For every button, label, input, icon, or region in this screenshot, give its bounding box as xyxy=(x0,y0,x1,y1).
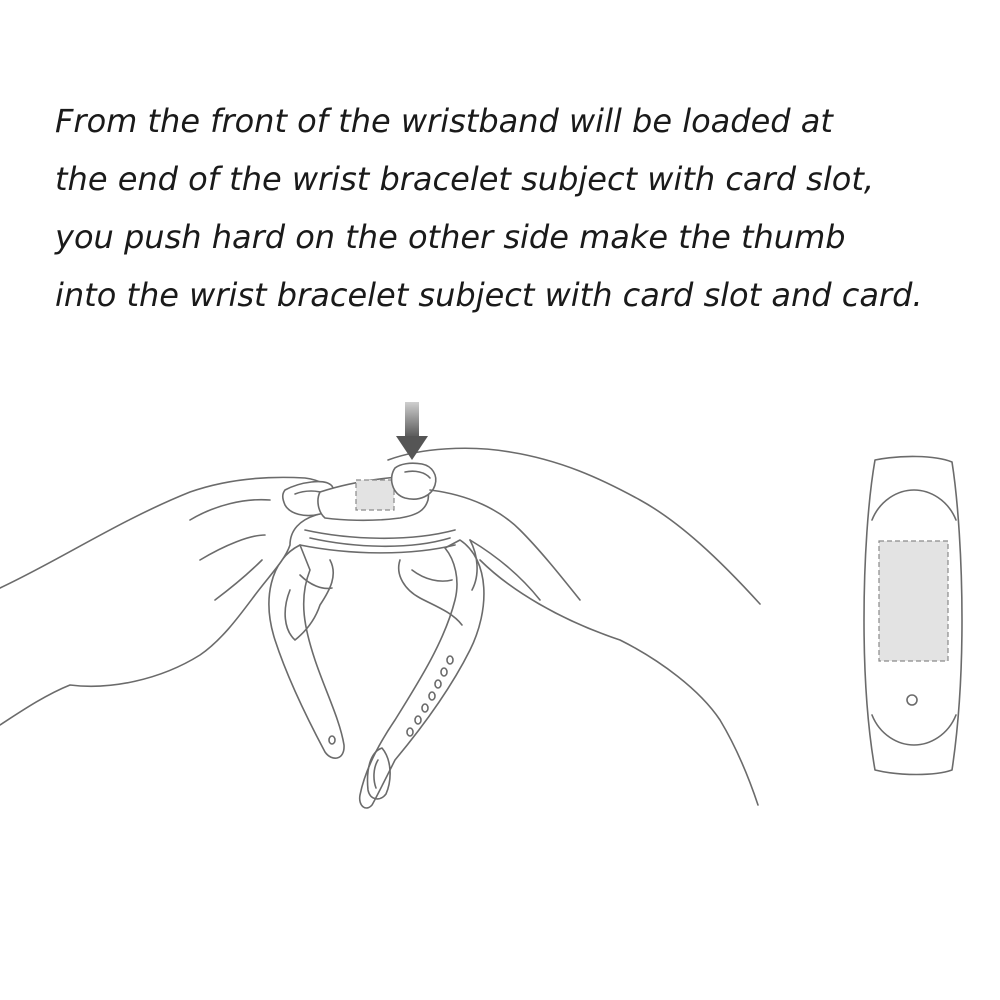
wristband-strap-illustration xyxy=(269,540,484,808)
pod-card-slot-patch xyxy=(879,541,948,661)
instruction-text xyxy=(55,92,975,324)
instruction-line-3: you push hard on the other side make the thumb xyxy=(55,218,846,256)
instruction-line-1: From the front of the wristband will be loaded at xyxy=(55,102,833,140)
card-slot-patch xyxy=(356,480,394,510)
right-hand-illustration xyxy=(388,448,760,805)
band-pod-illustration xyxy=(864,456,962,774)
instruction-line-2: the end of the wrist bracelet subject with card slot, xyxy=(55,160,875,198)
installation-illustration xyxy=(0,380,1000,840)
instruction-line-4: into the wrist bracelet subject with card slot and card. xyxy=(55,276,923,314)
